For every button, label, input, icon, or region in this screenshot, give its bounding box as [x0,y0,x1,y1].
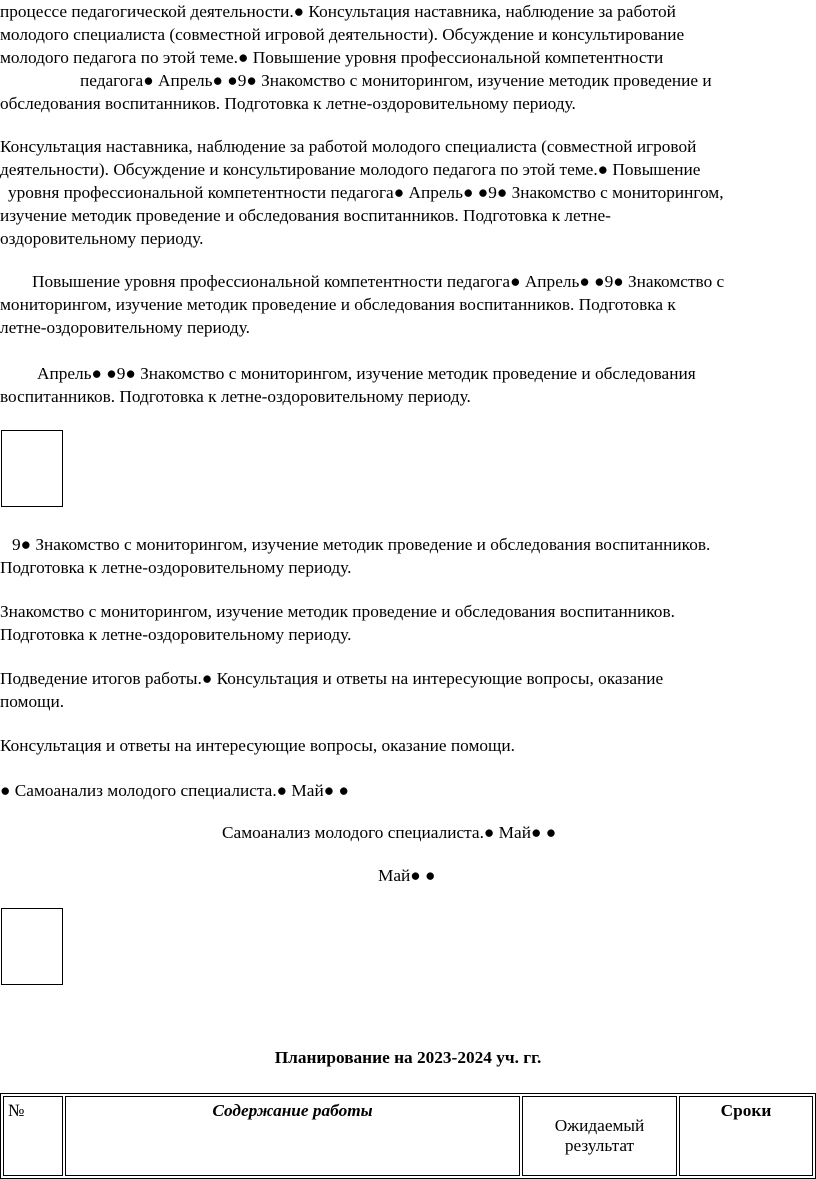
line: изучение методик проведение и обследования воспитанников. Подготовка к летне- [0,206,611,225]
line: оздоровительному периоду. [0,229,204,248]
paragraph-4 [0,362,812,408]
line: обследования воспитанников. Подготовка к летне-оздоровительному периоду. [0,94,576,113]
paragraph-9 [0,779,812,802]
paragraph-3 [0,270,812,339]
line: Май● ● [378,866,436,885]
paragraph-11 [0,864,812,887]
section-heading: Планирование на 2023-2024 уч. гг. [274,1048,542,1067]
column-header-terms: Сроки [679,1096,813,1176]
line: процессе педагогической деятельности.● Консультация наставника, наблюдение за работой [0,2,676,21]
line: педагога● Апрель● ●9● Знакомство с мониторингом, изучение методик проведение и [80,71,712,90]
line: молодого педагога по этой теме.● Повышение уровня профессиональной компетентности [0,48,664,67]
paragraph-7 [0,667,812,713]
line: деятельности). Обсуждение и консультирование молодого педагога по этой теме.● Повышение [0,160,701,179]
paragraph-8 [0,734,812,757]
image-placeholder [1,430,63,507]
line: молодого специалиста (совместной игровой деятельности). Обсуждение и консультирование [0,25,685,44]
line: уровня профессиональной компетентности педагога● Апрель● ●9● Знакомство с мониторингом, [8,183,724,202]
line: Апрель● ●9● Знакомство с мониторингом, изучение методик проведение и обследования [37,364,696,383]
line: воспитанников. Подготовка к летне-оздоровительному периоду. [0,387,471,406]
paragraph-10 [0,821,812,844]
line: 9● Знакомство с мониторингом, изучение методик проведение и обследования воспитанников. [12,535,711,554]
line: Знакомство с мониторингом, изучение методик проведение и обследования воспитанников. [0,602,675,621]
paragraph-6 [0,600,812,646]
line: Подведение итогов работы.● Консультация и ответы на интересующие вопросы, оказание [0,669,664,688]
line: ● Самоанализ молодого специалиста.● Май● ● [0,781,349,800]
paragraph-2 [0,135,812,250]
line: помощи. [0,692,65,711]
column-header-result: Ожидаемый результат [522,1096,677,1176]
image-placeholder [1,908,63,985]
column-header-number: № [3,1096,63,1176]
column-header-content: Содержание работы [65,1096,520,1176]
table-header-row [3,1096,813,1176]
paragraph-5 [0,533,812,579]
line: Консультация и ответы на интересующие вопросы, оказание помощи. [0,736,515,755]
line: Подготовка к летне-оздоровительному периоду. [0,558,352,577]
planning-table [0,1093,816,1179]
line: Консультация наставника, наблюдение за работой молодого специалиста (совместной игровой [0,137,697,156]
line: летне-оздоровительному периоду. [0,318,250,337]
line: мониторингом, изучение методик проведение и обследования воспитанников. Подготовка к [0,295,676,314]
paragraph-1 [0,0,812,115]
line: Подготовка к летне-оздоровительному периоду. [0,625,352,644]
line: Повышение уровня профессиональной компетентности педагога● Апрель● ●9● Знакомство с [32,272,725,291]
line: Самоанализ молодого специалиста.● Май● ● [222,823,557,842]
